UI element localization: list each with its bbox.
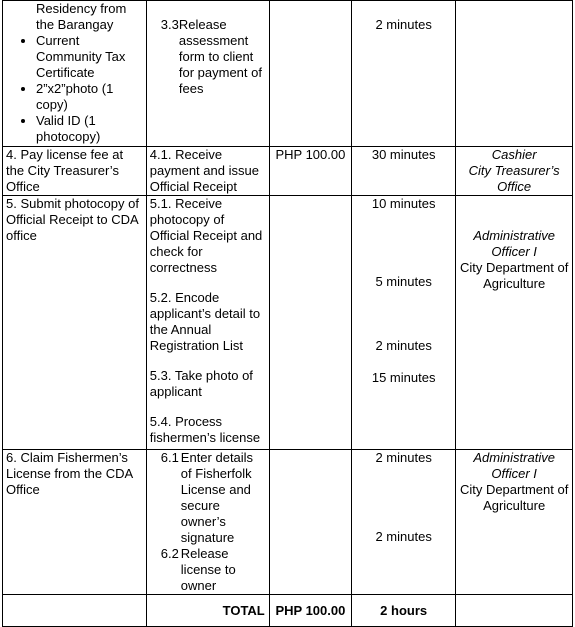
action-text: Release assessment form to client for payment of fees xyxy=(178,17,262,96)
table-row xyxy=(3,1,573,147)
processing-time: 2 minutes xyxy=(375,338,432,353)
action-number: 3.3 xyxy=(160,17,179,32)
action-item: 5.3. Take photo of applicant xyxy=(149,368,253,399)
person-cell xyxy=(456,450,573,595)
table-row xyxy=(3,147,573,196)
action-cell: 4.1. Receive payment and issue Official Receipt xyxy=(146,147,269,196)
action-cell xyxy=(146,196,269,450)
total-label: TOTAL xyxy=(146,595,269,627)
processing-time: 2 minutes xyxy=(375,17,432,32)
requirements-cell xyxy=(3,1,147,147)
person-title: Administrative Officer I xyxy=(473,228,555,259)
step-cell: 6. Claim Fishermen’s License from the CDA Office xyxy=(3,450,147,595)
list-item: • Valid ID (1 photocopy) xyxy=(36,113,143,145)
time-cell xyxy=(352,196,456,450)
total-fee: PHP 100.00 xyxy=(269,595,351,627)
processing-time: 10 minutes xyxy=(371,196,436,211)
person-cell xyxy=(456,196,573,450)
processing-time: 5 minutes xyxy=(375,274,432,289)
action-item: 5.2. Encode applicant’s detail to the Annual Registration List xyxy=(149,290,261,353)
requirement-continuation: Residency from the Barangay xyxy=(36,1,127,32)
action-item xyxy=(161,546,266,594)
person-office: City Department of Agriculture xyxy=(459,260,569,291)
action-cell xyxy=(146,450,269,595)
fee-cell: PHP 100.00 xyxy=(269,147,351,196)
total-time: 2 hours xyxy=(352,595,456,627)
action-item xyxy=(161,450,266,546)
action-item: 5.1. Receive photocopy of Official Receipt and check for correctness xyxy=(149,196,263,275)
action-number: 6.1 xyxy=(160,450,179,465)
step-cell: 4. Pay license fee at the City Treasurer’s Office xyxy=(3,147,147,196)
total-row xyxy=(3,595,573,627)
fee-cell xyxy=(269,1,351,147)
step-cell: 5. Submit photocopy of Official Receipt to CDA office xyxy=(3,196,147,450)
action-item: 5.4. Process fishermen’s license xyxy=(149,414,261,445)
person-office: City Treasurer’s Office xyxy=(468,163,560,194)
list-item: • 2”x2”photo (1 copy) xyxy=(36,81,143,113)
action-cell xyxy=(146,1,269,147)
time-cell: 30 minutes xyxy=(352,147,456,196)
requirements-list xyxy=(6,33,143,145)
action-text: Enter details of Fisherfolk License and secure owner’s signature xyxy=(180,450,254,545)
fee-cell xyxy=(269,196,351,450)
list-item: • Current Community Tax Certificate xyxy=(36,33,143,81)
processing-time: 15 minutes xyxy=(371,370,436,385)
person-cell xyxy=(456,147,573,196)
person-office: City Department of Agriculture xyxy=(459,482,569,513)
time-cell xyxy=(352,450,456,595)
person-cell xyxy=(456,1,573,147)
table-row xyxy=(3,196,573,450)
empty-cell xyxy=(3,595,147,627)
service-steps-table xyxy=(2,0,573,627)
empty-cell xyxy=(456,595,573,627)
table-row xyxy=(3,450,573,595)
time-cell xyxy=(352,1,456,147)
processing-time: 2 minutes xyxy=(375,450,432,465)
action-number: 6.2 xyxy=(160,546,179,561)
action-item xyxy=(161,17,266,97)
person-title: Administrative Officer I xyxy=(473,450,555,481)
processing-time: 2 minutes xyxy=(375,529,432,544)
person-title: Cashier xyxy=(491,147,537,162)
action-text: Release license to owner xyxy=(180,546,236,593)
fee-cell xyxy=(269,450,351,595)
